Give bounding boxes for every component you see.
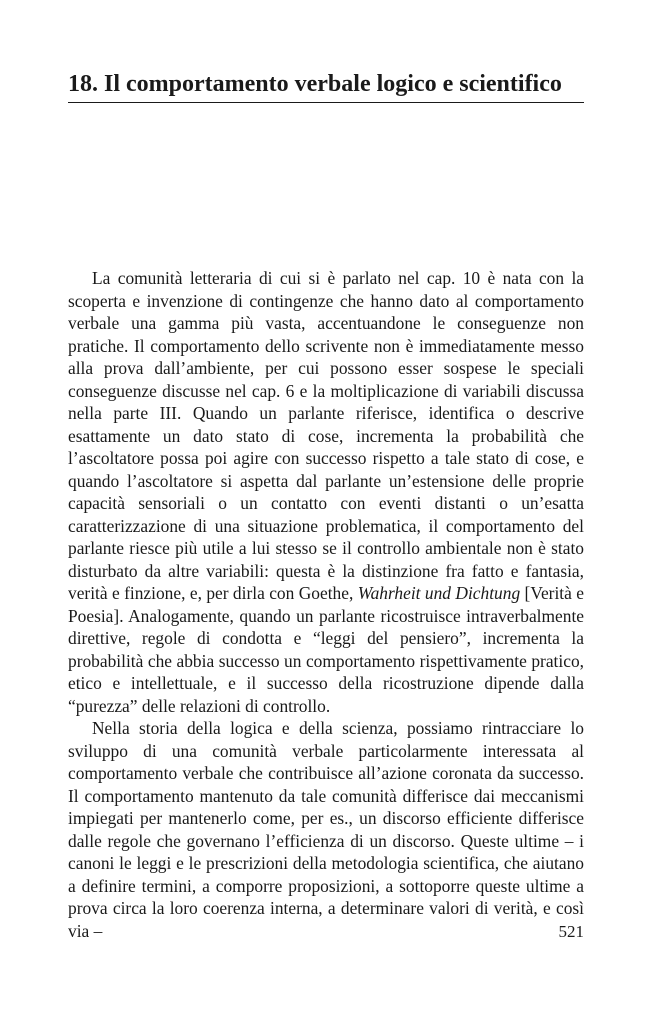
chapter-title: 18. Il comportamento verbale logico e scientifico [68, 71, 562, 97]
book-page [68, 0, 584, 1018]
body-text [68, 267, 584, 942]
paragraph-text: [Verità e Poesia]. Analogamente, quando un parlante ricostruisce intraverbalmente direttive, regole di condotta e “leggi del pensiero”, incrementa la probabilità che abbia successo un comportamento rispettivamente pratico, etico e intellettuale, e il successo della ricostruzione dipende dalla “purezza” delle relazioni di controllo. [68, 583, 584, 716]
paragraph: Nella storia della logica e della scienza, possiamo rintracciare lo sviluppo di una comunità verbale particolarmente interessata al comportamento verbale che contribuisce all’azione coronata da successo. Il comportamento mantenuto da tale comunità differisce dai meccanismi impiegati per mantenerlo come, per es., un discorso efficiente differisce dalle regole che governano l’efficienza di un discorso. Queste ultime – i canoni le leggi e le prescrizioni della metodologia scientifica, che aiutano a definire termini, a comporre proposizioni, a sottoporre queste ultime a prova circa la loro coerenza interna, a determinare valori di verità, e così via – [68, 718, 584, 941]
italic-title: Wahrheit und Dichtung [357, 583, 521, 603]
page-number: 521 [558, 922, 584, 941]
paragraph-text: La comunità letteraria di cui si è parlato nel cap. 10 è nata con la scoperta e invenzione di contingenze che hanno dato al comportamento verbale una gamma più vasta, accentuandone le conseguenze non pratiche. Il comportamento dello scrivente non è immediatamente messo alla prova dall’ambiente, per cui possono esser sospese le speciali conseguenze discusse nel cap. 6 e la moltiplicazione di variabili discussa nella parte III. Quando un parlante riferisce, identifica o descrive esattamente un dato stato di cose, incrementa la probabilità che l’ascoltatore possa poi agire con successo rispetto a tale stato di cose, e quando l’ascoltatore si aspetta dal parlante un’estensione delle proprie capacità sensoriali o un contatto con eventi distanti o un’esatta caratterizzazione di una situazione problematica, il comportamento del parlante riesce più utile a lui stesso se il controllo ambientale non è stato disturbato da altre variabili: questa è la distinzione fra fatto e fantasia, verità e finzione, e, per dirla con Goethe, [68, 268, 584, 603]
paragraph [68, 267, 584, 717]
title-rule [68, 102, 584, 103]
